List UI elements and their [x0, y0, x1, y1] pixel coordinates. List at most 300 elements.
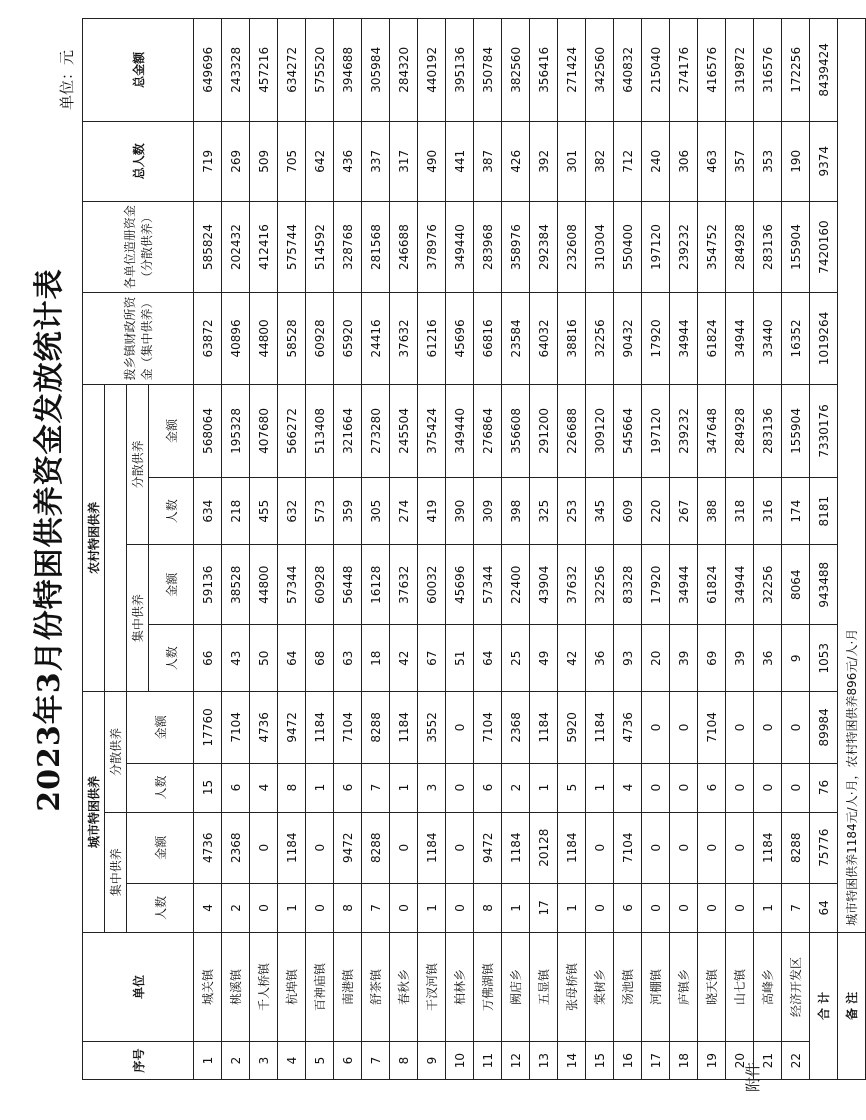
row-cell-c8: 239232 — [670, 384, 698, 478]
row-cell-c2: 1184 — [278, 812, 306, 883]
table-row — [614, 19, 642, 1080]
table-row — [306, 19, 334, 1080]
row-cell-c5: 64 — [278, 625, 306, 692]
row-cell-c1: 0 — [642, 883, 670, 932]
row-cell-c2: 0 — [642, 812, 670, 883]
row-cell-c11: 642 — [306, 121, 334, 201]
row-cell-c6: 17920 — [642, 545, 670, 625]
row-cell-c11: 392 — [530, 121, 558, 201]
total-cell-c6: 943488 — [810, 545, 838, 625]
row-seq: 14 — [558, 1042, 586, 1080]
table-row — [558, 19, 586, 1080]
row-cell-c6: 8064 — [782, 545, 810, 625]
row-cell-c2: 0 — [670, 812, 698, 883]
row-cell-c2: 1184 — [418, 812, 446, 883]
row-cell-c5: 9 — [782, 625, 810, 692]
row-cell-c7: 305 — [362, 478, 390, 545]
row-cell-c10: 514592 — [306, 201, 334, 292]
row-cell-c12: 172256 — [782, 19, 810, 122]
row-cell-c12: 440192 — [418, 19, 446, 122]
row-cell-c4: 4736 — [614, 692, 642, 763]
row-unit-name: 经济开发区 — [782, 932, 810, 1041]
row-cell-c7: 388 — [698, 478, 726, 545]
row-cell-c6: 59136 — [194, 545, 222, 625]
row-cell-c5: 69 — [698, 625, 726, 692]
row-cell-c8: 276864 — [474, 384, 502, 478]
table-row — [418, 19, 446, 1080]
total-cell-c1: 64 — [810, 883, 838, 932]
table-row — [334, 19, 362, 1080]
row-cell-c5: 36 — [754, 625, 782, 692]
row-cell-c8: 245504 — [390, 384, 418, 478]
row-cell-c1: 0 — [670, 883, 698, 932]
row-cell-c2: 4736 — [194, 812, 222, 883]
row-cell-c5: 18 — [362, 625, 390, 692]
row-cell-c4: 0 — [642, 692, 670, 763]
row-cell-c5: 68 — [306, 625, 334, 692]
row-unit-name: 干汊河镇 — [418, 932, 446, 1041]
total-cell-c8: 7330176 — [810, 384, 838, 478]
row-unit-name: 阙店乡 — [502, 932, 530, 1041]
row-unit-name: 晓天镇 — [698, 932, 726, 1041]
row-cell-c12: 274176 — [670, 19, 698, 122]
row-cell-c3: 6 — [474, 763, 502, 812]
row-cell-c8: 155904 — [782, 384, 810, 478]
row-seq: 20 — [726, 1042, 754, 1080]
row-seq: 6 — [334, 1042, 362, 1080]
row-cell-c11: 509 — [250, 121, 278, 201]
row-cell-c4: 0 — [754, 692, 782, 763]
row-cell-c1: 6 — [614, 883, 642, 932]
row-cell-c7: 253 — [558, 478, 586, 545]
row-cell-c9: 34944 — [670, 293, 698, 384]
row-cell-c11: 353 — [754, 121, 782, 201]
table-header — [83, 19, 194, 1080]
row-cell-c4: 3552 — [418, 692, 446, 763]
row-cell-c4: 9472 — [278, 692, 306, 763]
table-body — [194, 19, 866, 1080]
row-cell-c6: 32256 — [754, 545, 782, 625]
row-cell-c11: 387 — [474, 121, 502, 201]
row-cell-c9: 60928 — [306, 293, 334, 384]
row-cell-c10: 328768 — [334, 201, 362, 292]
row-cell-c12: 356416 — [530, 19, 558, 122]
row-cell-c12: 395136 — [446, 19, 474, 122]
row-cell-c7: 220 — [642, 478, 670, 545]
row-cell-c12: 284320 — [390, 19, 418, 122]
row-cell-c4: 0 — [446, 692, 474, 763]
row-cell-c1: 1 — [502, 883, 530, 932]
row-cell-c9: 63872 — [194, 293, 222, 384]
row-cell-c4: 7104 — [474, 692, 502, 763]
row-cell-c3: 6 — [222, 763, 250, 812]
row-cell-c5: 67 — [418, 625, 446, 692]
row-cell-c12: 575520 — [306, 19, 334, 122]
row-seq: 15 — [586, 1042, 614, 1080]
row-unit-name: 城关镇 — [194, 932, 222, 1041]
row-cell-c3: 4 — [250, 763, 278, 812]
row-cell-c8: 513408 — [306, 384, 334, 478]
table-row — [250, 19, 278, 1080]
row-cell-c4: 7104 — [222, 692, 250, 763]
row-cell-c5: 93 — [614, 625, 642, 692]
row-seq: 3 — [250, 1042, 278, 1080]
header-amount: 金额 — [149, 545, 194, 625]
row-cell-c9: 37632 — [390, 293, 418, 384]
page-title: 2023年3月份特困供养资金发放统计表 — [32, 268, 67, 812]
row-cell-c6: 16128 — [362, 545, 390, 625]
row-cell-c2: 2368 — [222, 812, 250, 883]
row-cell-c11: 382 — [586, 121, 614, 201]
row-cell-c9: 61824 — [698, 293, 726, 384]
row-cell-c10: 155904 — [782, 201, 810, 292]
header-people: 人数 — [149, 625, 194, 692]
total-cell-c12: 8439424 — [810, 19, 838, 122]
row-cell-c7: 316 — [754, 478, 782, 545]
row-cell-c8: 226688 — [558, 384, 586, 478]
row-cell-c1: 7 — [362, 883, 390, 932]
header-rural-dispersed: 分散供养 — [127, 384, 149, 544]
unit-label: 单位：元 — [58, 49, 76, 110]
header-rural: 农村特困供养 — [83, 384, 105, 692]
row-cell-c8: 407680 — [250, 384, 278, 478]
row-cell-c1: 1 — [754, 883, 782, 932]
row-cell-c5: 42 — [390, 625, 418, 692]
row-cell-c3: 6 — [698, 763, 726, 812]
row-seq: 10 — [446, 1042, 474, 1080]
row-seq: 19 — [698, 1042, 726, 1080]
row-cell-c4: 7104 — [698, 692, 726, 763]
row-cell-c7: 267 — [670, 478, 698, 545]
total-cell-c3: 76 — [810, 763, 838, 812]
row-cell-c8: 375424 — [418, 384, 446, 478]
row-cell-c6: 45696 — [446, 545, 474, 625]
row-cell-c2: 1184 — [754, 812, 782, 883]
row-seq: 2 — [222, 1042, 250, 1080]
header-people: 人数 — [127, 763, 194, 812]
row-cell-c6: 56448 — [334, 545, 362, 625]
row-cell-c1: 1 — [278, 883, 306, 932]
table-row — [390, 19, 418, 1080]
total-cell-c7: 8181 — [810, 478, 838, 545]
row-cell-c6: 61824 — [698, 545, 726, 625]
row-cell-c8: 356608 — [502, 384, 530, 478]
row-cell-c4: 2368 — [502, 692, 530, 763]
row-cell-c8: 195328 — [222, 384, 250, 478]
row-cell-c1: 0 — [306, 883, 334, 932]
row-cell-c7: 309 — [474, 478, 502, 545]
row-cell-c10: 283136 — [754, 201, 782, 292]
row-cell-c8: 321664 — [334, 384, 362, 478]
row-cell-c6: 83328 — [614, 545, 642, 625]
row-cell-c6: 57344 — [474, 545, 502, 625]
row-cell-c11: 463 — [698, 121, 726, 201]
row-cell-c9: 38816 — [558, 293, 586, 384]
row-cell-c10: 349440 — [446, 201, 474, 292]
attachment-label: 附件 — [744, 1061, 762, 1092]
table-row — [670, 19, 698, 1080]
note-text: 城市特困供养1184元/人·月，农村特困供养896元/人·月 — [838, 19, 866, 933]
row-cell-c9: 16352 — [782, 293, 810, 384]
header-rural-concentrated: 集中供养 — [127, 545, 149, 692]
row-unit-name: 杭埠镇 — [278, 932, 306, 1041]
row-cell-c10: 197120 — [642, 201, 670, 292]
row-cell-c10: 310304 — [586, 201, 614, 292]
row-cell-c10: 292384 — [530, 201, 558, 292]
row-cell-c12: 350784 — [474, 19, 502, 122]
header-total-people: 总人数 — [83, 121, 194, 201]
row-cell-c5: 42 — [558, 625, 586, 692]
total-row — [810, 19, 838, 1080]
row-unit-name: 春秋乡 — [390, 932, 418, 1041]
header-amount: 金额 — [149, 384, 194, 478]
row-cell-c1: 0 — [586, 883, 614, 932]
row-cell-c4: 4736 — [250, 692, 278, 763]
row-cell-c8: 284928 — [726, 384, 754, 478]
row-cell-c8: 545664 — [614, 384, 642, 478]
row-cell-c3: 2 — [502, 763, 530, 812]
header-amount: 金额 — [127, 692, 194, 763]
row-cell-c8: 568064 — [194, 384, 222, 478]
row-cell-c5: 43 — [222, 625, 250, 692]
row-cell-c9: 40896 — [222, 293, 250, 384]
row-cell-c5: 66 — [194, 625, 222, 692]
header-amount: 金额 — [127, 812, 194, 883]
table-row — [530, 19, 558, 1080]
table-row — [782, 19, 810, 1080]
row-cell-c3: 0 — [670, 763, 698, 812]
row-cell-c11: 301 — [558, 121, 586, 201]
row-cell-c6: 57344 — [278, 545, 306, 625]
row-cell-c6: 32256 — [586, 545, 614, 625]
total-cell-c5: 1053 — [810, 625, 838, 692]
row-cell-c2: 0 — [726, 812, 754, 883]
row-seq: 18 — [670, 1042, 698, 1080]
row-cell-c9: 33440 — [754, 293, 782, 384]
row-cell-c1: 0 — [390, 883, 418, 932]
row-cell-c11: 240 — [642, 121, 670, 201]
row-cell-c6: 34944 — [670, 545, 698, 625]
row-cell-c12: 271424 — [558, 19, 586, 122]
row-cell-c10: 281568 — [362, 201, 390, 292]
row-cell-c7: 573 — [306, 478, 334, 545]
row-cell-c10: 378976 — [418, 201, 446, 292]
row-cell-c4: 5920 — [558, 692, 586, 763]
row-cell-c1: 0 — [446, 883, 474, 932]
row-cell-c9: 65920 — [334, 293, 362, 384]
row-cell-c3: 1 — [390, 763, 418, 812]
row-cell-c12: 634272 — [278, 19, 306, 122]
row-cell-c7: 455 — [250, 478, 278, 545]
header-unit: 单位 — [83, 932, 194, 1041]
row-unit-name: 千人桥镇 — [250, 932, 278, 1041]
row-cell-c12: 649696 — [194, 19, 222, 122]
row-cell-c10: 550400 — [614, 201, 642, 292]
row-cell-c3: 1 — [586, 763, 614, 812]
row-cell-c9: 34944 — [726, 293, 754, 384]
row-seq: 1 — [194, 1042, 222, 1080]
row-cell-c9: 23584 — [502, 293, 530, 384]
row-cell-c8: 197120 — [642, 384, 670, 478]
header-urban-concentrated: 集中供养 — [105, 812, 127, 932]
row-unit-name: 河棚镇 — [642, 932, 670, 1041]
row-cell-c11: 317 — [390, 121, 418, 201]
row-cell-c12: 416576 — [698, 19, 726, 122]
row-cell-c3: 0 — [754, 763, 782, 812]
row-cell-c11: 190 — [782, 121, 810, 201]
row-cell-c12: 457216 — [250, 19, 278, 122]
row-seq: 4 — [278, 1042, 306, 1080]
table-row — [698, 19, 726, 1080]
row-cell-c1: 8 — [334, 883, 362, 932]
row-cell-c9: 32256 — [586, 293, 614, 384]
row-cell-c11: 712 — [614, 121, 642, 201]
row-cell-c8: 273280 — [362, 384, 390, 478]
row-cell-c12: 319872 — [726, 19, 754, 122]
row-seq: 16 — [614, 1042, 642, 1080]
row-cell-c1: 17 — [530, 883, 558, 932]
row-cell-c10: 246688 — [390, 201, 418, 292]
row-cell-c5: 63 — [334, 625, 362, 692]
row-cell-c9: 61216 — [418, 293, 446, 384]
row-cell-c4: 8288 — [362, 692, 390, 763]
row-cell-c4: 0 — [726, 692, 754, 763]
row-cell-c1: 7 — [782, 883, 810, 932]
row-cell-c11: 719 — [194, 121, 222, 201]
row-cell-c11: 357 — [726, 121, 754, 201]
row-cell-c4: 1184 — [530, 692, 558, 763]
row-cell-c11: 426 — [502, 121, 530, 201]
row-cell-c3: 0 — [726, 763, 754, 812]
row-seq: 12 — [502, 1042, 530, 1080]
row-cell-c4: 7104 — [334, 692, 362, 763]
row-cell-c12: 316576 — [754, 19, 782, 122]
row-cell-c3: 1 — [530, 763, 558, 812]
header-total-amount: 总金额 — [83, 19, 194, 122]
row-cell-c10: 232608 — [558, 201, 586, 292]
row-cell-c7: 632 — [278, 478, 306, 545]
header-urban: 城市特困供养 — [83, 692, 105, 933]
row-seq: 11 — [474, 1042, 502, 1080]
row-cell-c6: 43904 — [530, 545, 558, 625]
row-cell-c11: 490 — [418, 121, 446, 201]
table-row — [222, 19, 250, 1080]
row-cell-c9: 90432 — [614, 293, 642, 384]
row-cell-c6: 34944 — [726, 545, 754, 625]
row-cell-c3: 0 — [642, 763, 670, 812]
row-cell-c2: 1184 — [502, 812, 530, 883]
row-cell-c5: 50 — [250, 625, 278, 692]
row-seq: 5 — [306, 1042, 334, 1080]
row-cell-c8: 566272 — [278, 384, 306, 478]
total-cell-c9: 1019264 — [810, 293, 838, 384]
row-cell-c3: 4 — [614, 763, 642, 812]
row-cell-c7: 419 — [418, 478, 446, 545]
note-row — [838, 19, 866, 1080]
header-town-funds: 拨乡镇财政所资金（集中供养） — [83, 293, 194, 384]
row-unit-name: 高峰乡 — [754, 932, 782, 1041]
row-cell-c10: 354752 — [698, 201, 726, 292]
row-cell-c5: 64 — [474, 625, 502, 692]
row-cell-c4: 1184 — [586, 692, 614, 763]
table-row — [502, 19, 530, 1080]
row-cell-c2: 0 — [698, 812, 726, 883]
row-seq: 21 — [754, 1042, 782, 1080]
header-seq: 序号 — [83, 1042, 194, 1080]
total-cell-c2: 75776 — [810, 812, 838, 883]
row-cell-c10: 412416 — [250, 201, 278, 292]
row-cell-c9: 58528 — [278, 293, 306, 384]
row-cell-c12: 640832 — [614, 19, 642, 122]
row-cell-c1: 1 — [418, 883, 446, 932]
row-cell-c9: 45696 — [446, 293, 474, 384]
row-unit-name: 舒茶镇 — [362, 932, 390, 1041]
row-cell-c5: 25 — [502, 625, 530, 692]
row-cell-c12: 243328 — [222, 19, 250, 122]
row-seq: 8 — [390, 1042, 418, 1080]
row-cell-c1: 2 — [222, 883, 250, 932]
row-unit-name: 汤池镇 — [614, 932, 642, 1041]
row-cell-c12: 382560 — [502, 19, 530, 122]
table-row — [474, 19, 502, 1080]
row-cell-c3: 0 — [446, 763, 474, 812]
table-row — [586, 19, 614, 1080]
table-row — [278, 19, 306, 1080]
header-unit-register: 各单位造册资金（分散供养） — [83, 201, 194, 292]
row-cell-c5: 49 — [530, 625, 558, 692]
row-cell-c4: 17760 — [194, 692, 222, 763]
table-row — [726, 19, 754, 1080]
row-unit-name: 南港镇 — [334, 932, 362, 1041]
row-cell-c1: 0 — [250, 883, 278, 932]
row-cell-c7: 390 — [446, 478, 474, 545]
row-cell-c3: 3 — [418, 763, 446, 812]
row-cell-c12: 394688 — [334, 19, 362, 122]
total-cell-c11: 9374 — [810, 121, 838, 201]
row-unit-name: 万佛湖镇 — [474, 932, 502, 1041]
row-cell-c3: 7 — [362, 763, 390, 812]
row-cell-c2: 20128 — [530, 812, 558, 883]
table-row — [754, 19, 782, 1080]
row-cell-c7: 218 — [222, 478, 250, 545]
row-cell-c9: 17920 — [642, 293, 670, 384]
row-cell-c9: 24416 — [362, 293, 390, 384]
row-cell-c1: 0 — [698, 883, 726, 932]
row-cell-c6: 60032 — [418, 545, 446, 625]
row-cell-c11: 306 — [670, 121, 698, 201]
row-cell-c3: 1 — [306, 763, 334, 812]
row-cell-c7: 345 — [586, 478, 614, 545]
row-cell-c8: 291200 — [530, 384, 558, 478]
row-unit-name: 庐镇乡 — [670, 932, 698, 1041]
total-cell-c4: 89984 — [810, 692, 838, 763]
row-seq: 13 — [530, 1042, 558, 1080]
total-label: 合 计 — [810, 932, 838, 1079]
row-cell-c2: 0 — [586, 812, 614, 883]
row-cell-c9: 44800 — [250, 293, 278, 384]
table-row — [194, 19, 222, 1080]
row-unit-name: 柏林乡 — [446, 932, 474, 1041]
statistics-table — [82, 18, 866, 1080]
row-cell-c10: 575744 — [278, 201, 306, 292]
header-rural-spacer — [105, 384, 127, 692]
table-row — [362, 19, 390, 1080]
row-cell-c8: 347648 — [698, 384, 726, 478]
row-cell-c8: 283136 — [754, 384, 782, 478]
row-cell-c2: 1184 — [558, 812, 586, 883]
row-unit-name: 桃溪镇 — [222, 932, 250, 1041]
row-cell-c7: 398 — [502, 478, 530, 545]
